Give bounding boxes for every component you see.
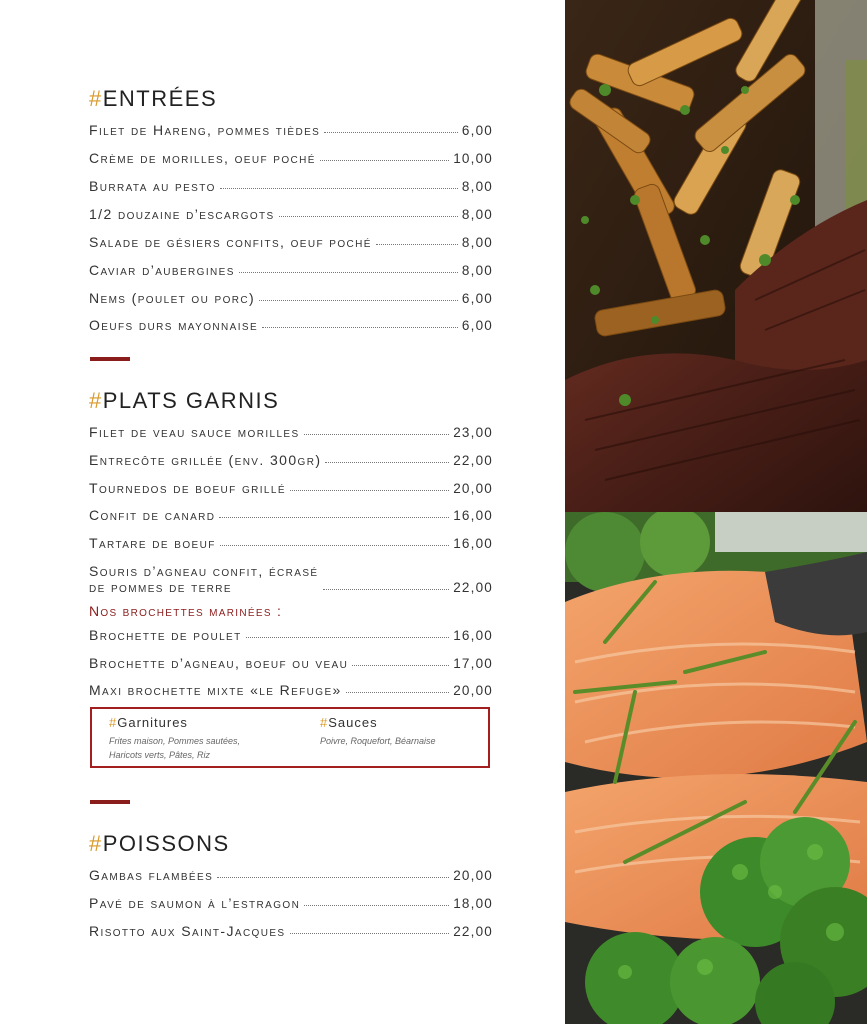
menu-item: [89, 202, 493, 222]
salmon-broccoli-photo: [565, 512, 867, 1024]
garnitures-column: [109, 715, 299, 762]
section-divider: [90, 357, 130, 361]
item-name: Tartare de boeuf: [89, 535, 216, 551]
dot-leader: [304, 433, 450, 435]
item-name: 1/2 douzaine d’escargots: [89, 206, 275, 222]
salmon-broccoli-image: [565, 512, 867, 1024]
item-price: 8,00: [461, 179, 493, 194]
menu-item: [89, 919, 493, 939]
menu-item: [89, 174, 493, 194]
item-name: Brochette d’agneau, boeuf ou veau: [89, 655, 349, 671]
item-price: 20,00: [453, 683, 493, 698]
item-name: Caviar d’aubergines: [89, 262, 235, 278]
menu-item: [89, 531, 493, 551]
dot-leader: [324, 131, 458, 133]
menu-item: [89, 448, 493, 468]
item-name: Risotto aux Saint-Jacques: [89, 923, 286, 939]
dot-leader: [262, 326, 458, 328]
item-price: 23,00: [453, 425, 493, 440]
item-price: 22,00: [453, 580, 493, 595]
sauces-title-text: Sauces: [328, 715, 378, 730]
section-title-text: ENTRÉES: [102, 86, 218, 111]
hash-mark: #: [109, 715, 118, 730]
dot-leader: [279, 215, 458, 217]
item-price: 20,00: [453, 481, 493, 496]
hash-mark: #: [89, 831, 103, 856]
hash-mark: #: [89, 86, 103, 111]
garnitures-text: Frites maison, Pommes sautées, Haricots verts, Pâtes, Riz: [109, 736, 241, 760]
menu-item: [89, 651, 493, 671]
menu-item: [89, 118, 493, 138]
dot-leader: [217, 876, 449, 878]
item-name: Entrecôte grillée (env. 300gr): [89, 452, 322, 468]
item-name: Oeufs durs mayonnaise: [89, 317, 259, 333]
menu-item: [89, 891, 493, 911]
section-title-entrees: [89, 86, 217, 112]
dot-leader: [219, 516, 449, 518]
item-name: Pavé de saumon à l’estragon: [89, 895, 301, 911]
item-price: 16,00: [453, 628, 493, 643]
item-price: 8,00: [461, 235, 493, 250]
item-name: Filet de Hareng, pommes tièdes: [89, 122, 321, 138]
dot-leader: [246, 636, 450, 638]
dot-leader: [352, 664, 449, 666]
dot-leader: [323, 588, 449, 590]
item-price: 8,00: [461, 207, 493, 222]
steak-frites-image: [565, 0, 867, 512]
item-name: Souris d’agneau confit, écrasé de pommes de terre: [89, 563, 319, 595]
item-name: Filet de veau sauce morilles: [89, 424, 300, 440]
sauces-title: [320, 715, 480, 730]
item-name: Confit de canard: [89, 507, 216, 523]
item-name: Burrata au pesto: [89, 178, 216, 194]
dot-leader: [304, 904, 449, 906]
item-name: Gambas flambées: [89, 867, 214, 883]
dot-leader: [325, 461, 449, 463]
dot-leader: [259, 299, 458, 301]
sauces-text: Poivre, Roquefort, Béarnaise: [320, 736, 436, 746]
dot-leader: [239, 271, 458, 273]
section-title-plats: [89, 388, 279, 414]
item-price: 16,00: [453, 508, 493, 523]
menu-item: [89, 420, 493, 440]
hash-mark: #: [320, 715, 329, 730]
menu-item: [89, 286, 493, 306]
section-title-text: POISSONS: [102, 831, 230, 856]
dot-leader: [346, 691, 449, 693]
item-price: 22,00: [453, 924, 493, 939]
dot-leader: [376, 243, 458, 245]
dot-leader: [320, 159, 449, 161]
menu-item: [89, 258, 493, 278]
brochettes-heading: Nos brochettes marinées :: [89, 603, 283, 619]
item-name: Salade de gésiers confits, oeuf poché: [89, 234, 372, 250]
item-name: Nems (poulet ou porc): [89, 290, 256, 306]
dot-leader: [290, 489, 449, 491]
item-name: Maxi brochette mixte «le Refuge»: [89, 682, 342, 698]
dot-leader: [290, 932, 450, 934]
item-price: 16,00: [453, 536, 493, 551]
menu-item: [89, 559, 493, 595]
section-title-poissons: [89, 831, 230, 857]
sauces-column: [320, 715, 480, 748]
menu-item: [89, 678, 493, 698]
garnitures-title-text: Garnitures: [117, 715, 188, 730]
item-name: Tournedos de boeuf grillé: [89, 480, 286, 496]
steak-frites-photo: [565, 0, 867, 512]
menu-item: [89, 503, 493, 523]
hash-mark: #: [89, 388, 103, 413]
dot-leader: [220, 544, 449, 546]
item-price: 20,00: [453, 868, 493, 883]
menu-item: [89, 476, 493, 496]
section-title-text: PLATS GARNIS: [102, 388, 280, 413]
item-price: 17,00: [453, 656, 493, 671]
item-price: 6,00: [461, 291, 493, 306]
menu-item: [89, 313, 493, 333]
menu-item: [89, 230, 493, 250]
dot-leader: [220, 187, 458, 189]
item-price: 6,00: [461, 318, 493, 333]
menu-item: [89, 623, 493, 643]
item-name: Crème de morilles, oeuf poché: [89, 150, 316, 166]
item-price: 22,00: [453, 453, 493, 468]
item-price: 18,00: [453, 896, 493, 911]
section-divider: [90, 800, 130, 804]
item-price: 6,00: [461, 123, 493, 138]
menu-item: [89, 146, 493, 166]
sides-sauces-box: [90, 707, 490, 768]
item-price: 10,00: [453, 151, 493, 166]
item-price: 8,00: [461, 263, 493, 278]
garnitures-title: [109, 715, 299, 730]
menu-item: [89, 863, 493, 883]
item-name: Brochette de poulet: [89, 627, 242, 643]
